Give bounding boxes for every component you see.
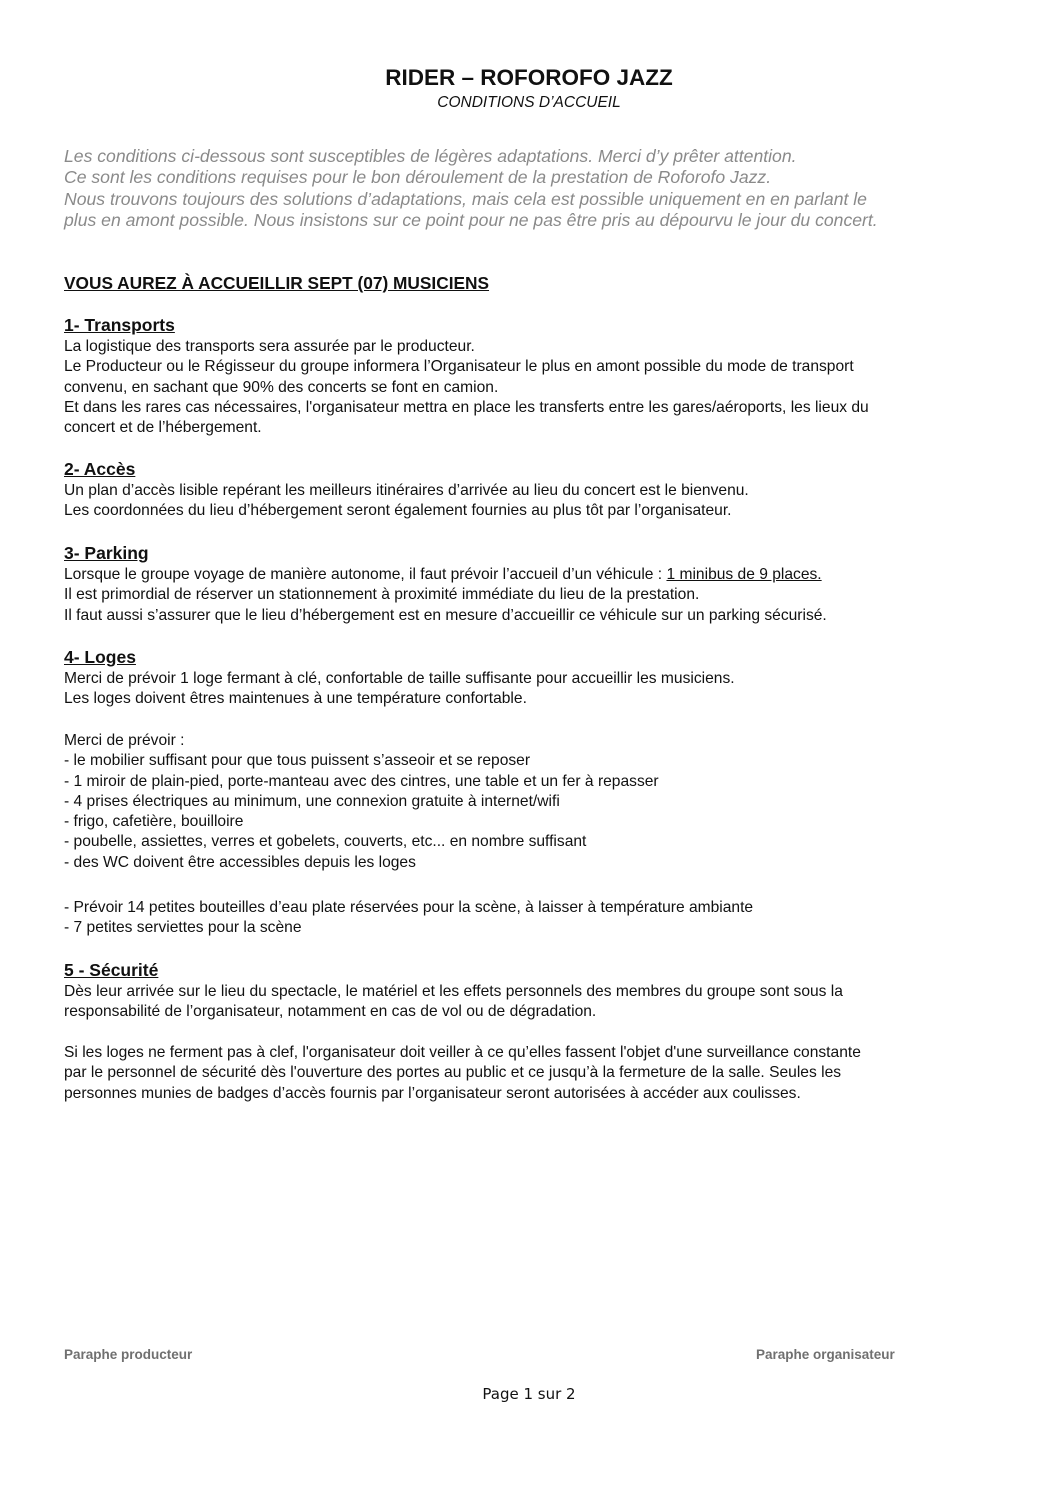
page-number: Page 1 sur 2 xyxy=(482,1385,576,1403)
text-line: Un plan d’accès lisible repérant les meilleurs itinéraires d’arrivée au lieu du concert est le bienvenu. xyxy=(64,482,749,499)
intro-paragraph xyxy=(64,146,1004,231)
text-line: convenu, en sachant que 90% des concerts se font en camion. xyxy=(64,378,499,396)
securite-paragraph-2 xyxy=(64,1043,994,1104)
text-line: Si les loges ne ferment pas à clef, l'organisateur doit veiller à ce qu’elles fassent l'objet d'une surveillance constante xyxy=(64,1044,861,1061)
text-line: Le Producteur ou le Régisseur du groupe informera l’Organisateur le plus en amont possible du mode de transport xyxy=(64,358,854,376)
text-line: Et dans les rares cas nécessaires, l'organisateur mettra en place les transferts entre les gares/aéroports, les lieux du xyxy=(64,398,869,416)
text-line: Dès leur arrivée sur le lieu du spectacle, le matériel et les effets personnels des membres du groupe sont sous la xyxy=(64,983,843,1000)
text-line: Merci de prévoir 1 loge fermant à clé, confortable de taille suffisante pour accueillir les musiciens. xyxy=(64,670,735,687)
list-item: - 1 miroir de plain-pied, porte-manteau avec des cintres, une table et un fer à repasser xyxy=(64,772,659,790)
intro-line: Les conditions ci-dessous sont susceptibles de légères adaptations. Merci d’y prêter attention. xyxy=(64,146,797,166)
section-heading-parking: 3- Parking xyxy=(64,543,149,563)
list-item: - frigo, cafetière, bouilloire xyxy=(64,813,244,831)
list-intro: Merci de prévoir : xyxy=(64,732,185,749)
section-heading-loges: 4- Loges xyxy=(64,647,136,667)
section-body-loges xyxy=(64,669,994,710)
scene-requirements-list xyxy=(64,898,994,939)
text-line: concert et de l’hébergement. xyxy=(64,419,262,437)
text-line: Les loges doivent êtres maintenues à une température confortable. xyxy=(64,690,527,708)
text-line: personnes munies de badges d’accès fournis par l’organisateur seront autorisées à accéder aux coulisses. xyxy=(64,1084,801,1102)
list-item: - 7 petites serviettes pour la scène xyxy=(64,919,302,937)
section-body-transports xyxy=(64,337,994,438)
paraphe-organisateur: Paraphe organisateur xyxy=(756,1347,895,1362)
document-title: RIDER – ROFOROFO JAZZ xyxy=(385,65,673,90)
intro-line: plus en amont possible. Nous insistons sur ce point pour ne pas être pris au dépourvu le jour du concert. xyxy=(64,209,878,230)
list-item: - des WC doivent être accessibles depuis les loges xyxy=(64,853,416,871)
parking-text: Lorsque le groupe voyage de manière autonome, il faut prévoir l’accueil d’un véhicule : xyxy=(64,566,667,583)
section-heading-transports: 1- Transports xyxy=(64,315,175,335)
section-body-securite xyxy=(64,982,994,1023)
text-line: Il faut aussi s’assurer que le lieu d’hébergement est en mesure d’accueillir ce véhicule sur un parking sécurisé. xyxy=(64,606,827,624)
text-line: Il est primordial de réserver un stationnement à proximité immédiate du lieu de la prestation. xyxy=(64,586,700,604)
intro-line: Ce sont les conditions requises pour le bon déroulement de la prestation de Roforofo Jazz. xyxy=(64,167,772,188)
list-item: - 4 prises électriques au minimum, une connexion gratuite à internet/wifi xyxy=(64,792,560,810)
text-line xyxy=(64,565,994,585)
minibus-requirement: 1 minibus de 9 places. xyxy=(666,566,822,583)
text-line: La logistique des transports sera assurée par le producteur. xyxy=(64,338,475,355)
loges-requirements-list xyxy=(64,731,994,873)
intro-line: Nous trouvons toujours des solutions d’adaptations, mais cela est possible uniquement en en parlant le xyxy=(64,188,867,209)
musicians-heading: VOUS AUREZ À ACCUEILLIR SEPT (07) MUSICIENS xyxy=(64,273,490,293)
paraphe-producteur: Paraphe producteur xyxy=(64,1347,193,1362)
text-line: par le personnel de sécurité dès l'ouverture des portes au public et ce jusqu’à la fermeture de la salle. Seules les xyxy=(64,1064,842,1082)
list-item: - le mobilier suffisant pour que tous puissent s’asseoir et se reposer xyxy=(64,752,531,770)
text-line: responsabilité de l’organisateur, notamment en cas de vol ou de dégradation. xyxy=(64,1003,597,1021)
section-heading-securite: 5 - Sécurité xyxy=(64,960,159,980)
text-line: Les coordonnées du lieu d’hébergement seront également fournies au plus tôt par l’organisateur. xyxy=(64,502,732,520)
document-subtitle: CONDITIONS D’ACCUEIL xyxy=(437,94,621,111)
section-body-acces xyxy=(64,481,994,522)
section-body-parking xyxy=(64,565,994,626)
list-item: - poubelle, assiettes, verres et gobelets, couverts, etc... en nombre suffisant xyxy=(64,833,587,851)
list-item: - Prévoir 14 petites bouteilles d’eau plate réservées pour la scène, à laisser à température ambiante xyxy=(64,899,754,916)
section-heading-acces: 2- Accès xyxy=(64,459,136,479)
